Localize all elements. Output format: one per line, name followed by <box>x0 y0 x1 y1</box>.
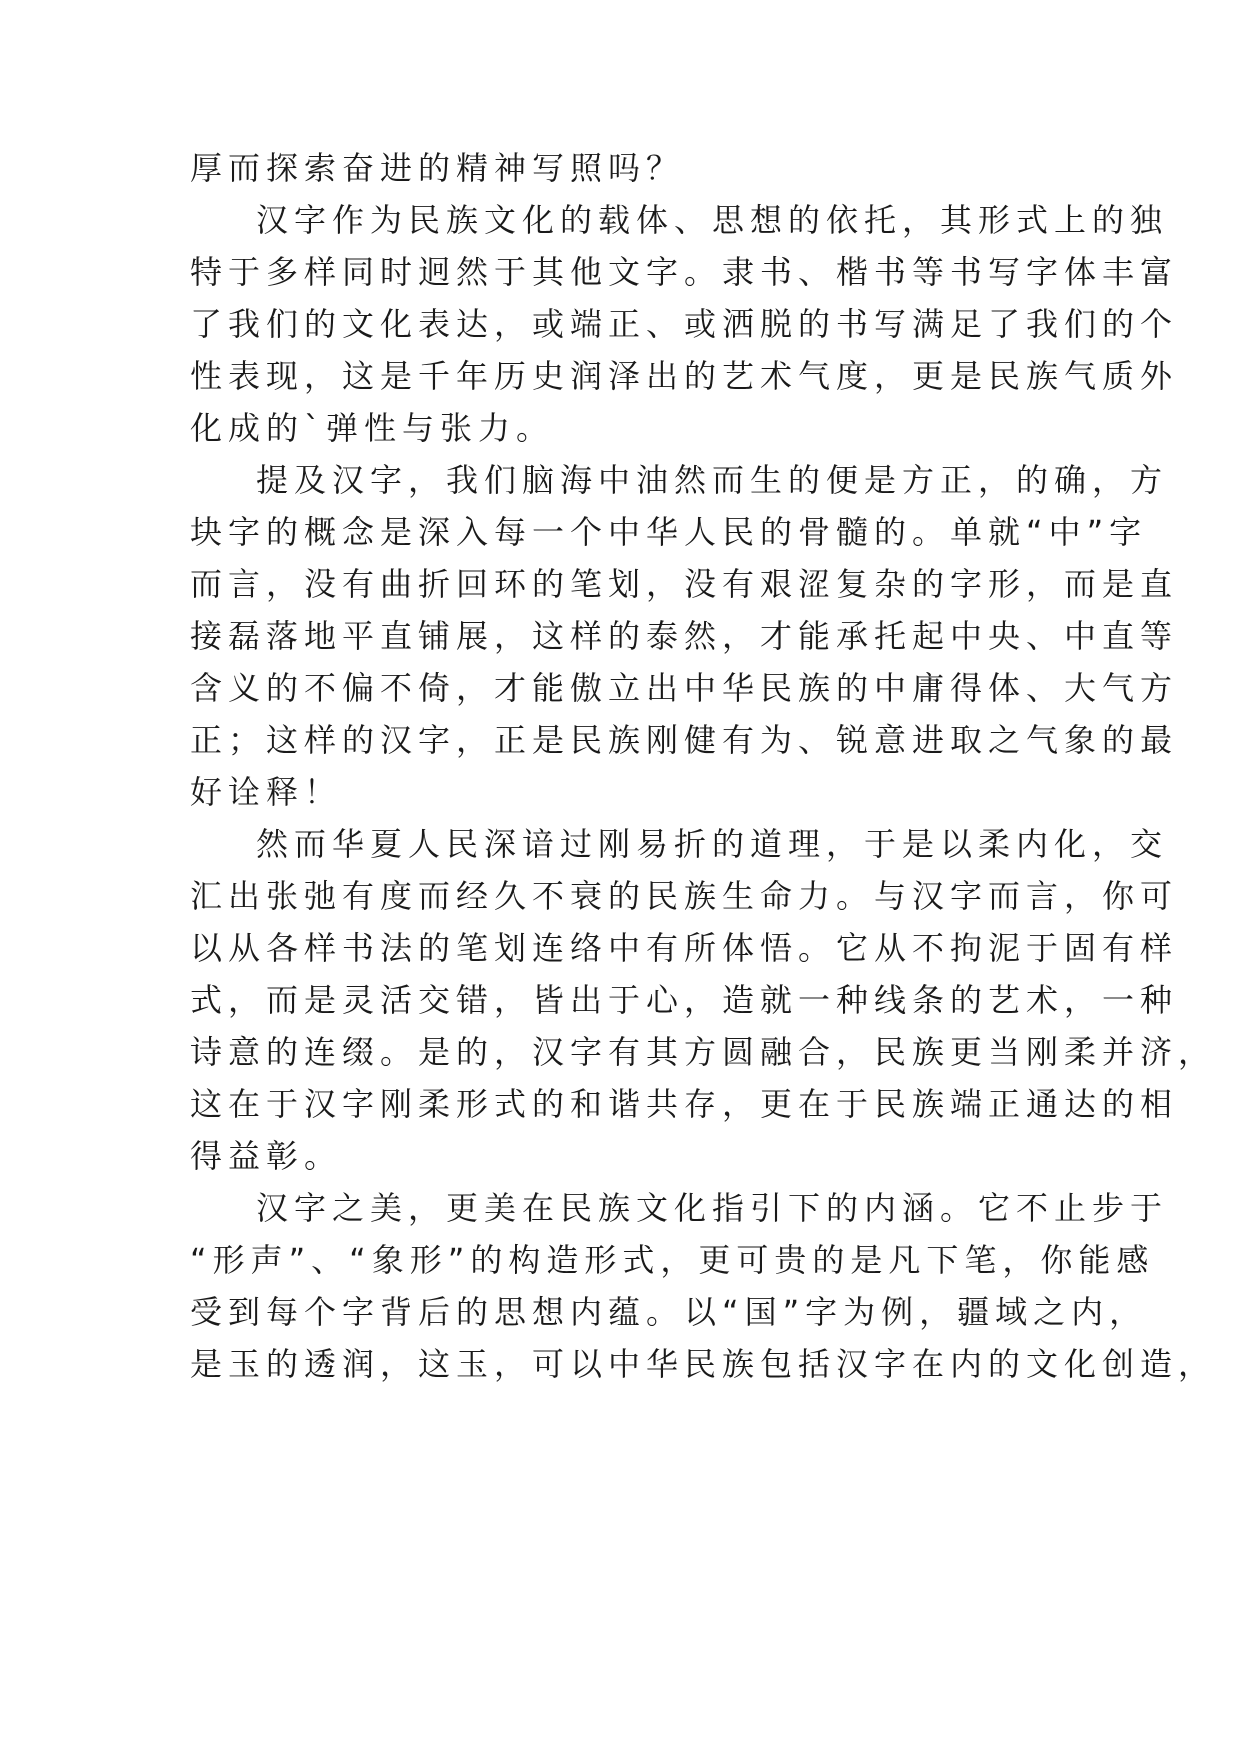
text-line: 是玉的透润，这玉，可以中华民族包括汉字在内的文化创造， <box>190 1345 1217 1383</box>
text-line: 好诠释！ <box>190 773 343 811</box>
text-line: 块字的概念是深入每一个中华人民的骨髓的。单就“中”字 <box>190 513 1148 551</box>
text-line: 正；这样的汉字，正是民族刚健有为、锐意进取之气象的最 <box>190 721 1179 759</box>
text-line: “形声”、“象形”的构造形式，更可贵的是凡下笔，你能感 <box>190 1241 1155 1279</box>
text-line: 而言，没有曲折回环的笔划，没有艰涩复杂的字形，而是直 <box>190 565 1179 603</box>
text-line: 了我们的文化表达，或端正、或洒脱的书写满足了我们的个 <box>190 305 1179 343</box>
text-line: 受到每个字背后的思想内蕴。以“国”字为例，疆域之内， <box>190 1293 1148 1331</box>
text-line: 以从各样书法的笔划连络中有所体悟。它从不拘泥于固有样 <box>190 929 1179 967</box>
text-line: 得益彰。 <box>190 1137 343 1175</box>
text-line: 汇出张弛有度而经久不衰的民族生命力。与汉字而言，你可 <box>190 877 1179 915</box>
text-line: 汉字作为民族文化的载体、思想的依托，其形式上的独 <box>256 201 1169 239</box>
text-line: 诗意的连缀。是的，汉字有其方圆融合，民族更当刚柔并济， <box>190 1033 1217 1071</box>
text-line: 汉字之美，更美在民族文化指引下的内涵。它不止步于 <box>256 1189 1169 1227</box>
text-line: 含义的不偏不倚，才能傲立出中华民族的中庸得体、大气方 <box>190 669 1179 707</box>
text-line: 然而华夏人民深谙过刚易折的道理，于是以柔内化，交 <box>256 825 1169 863</box>
text-line: 化成的`弹性与张力。 <box>190 409 555 447</box>
text-line: 厚而探索奋进的精神写照吗？ <box>190 149 685 187</box>
text-line: 提及汉字，我们脑海中油然而生的便是方正，的确，方 <box>256 461 1169 499</box>
text-line: 接磊落地平直铺展，这样的泰然，才能承托起中央、中直等 <box>190 617 1179 655</box>
text-line: 性表现，这是千年历史润泽出的艺术气度，更是民族气质外 <box>190 357 1179 395</box>
text-line: 特于多样同时迥然于其他文字。隶书、楷书等书写字体丰富 <box>190 253 1179 291</box>
text-line: 这在于汉字刚柔形式的和谐共存，更在于民族端正通达的相 <box>190 1085 1179 1123</box>
text-line: 式，而是灵活交错，皆出于心，造就一种线条的艺术，一种 <box>190 981 1179 1019</box>
